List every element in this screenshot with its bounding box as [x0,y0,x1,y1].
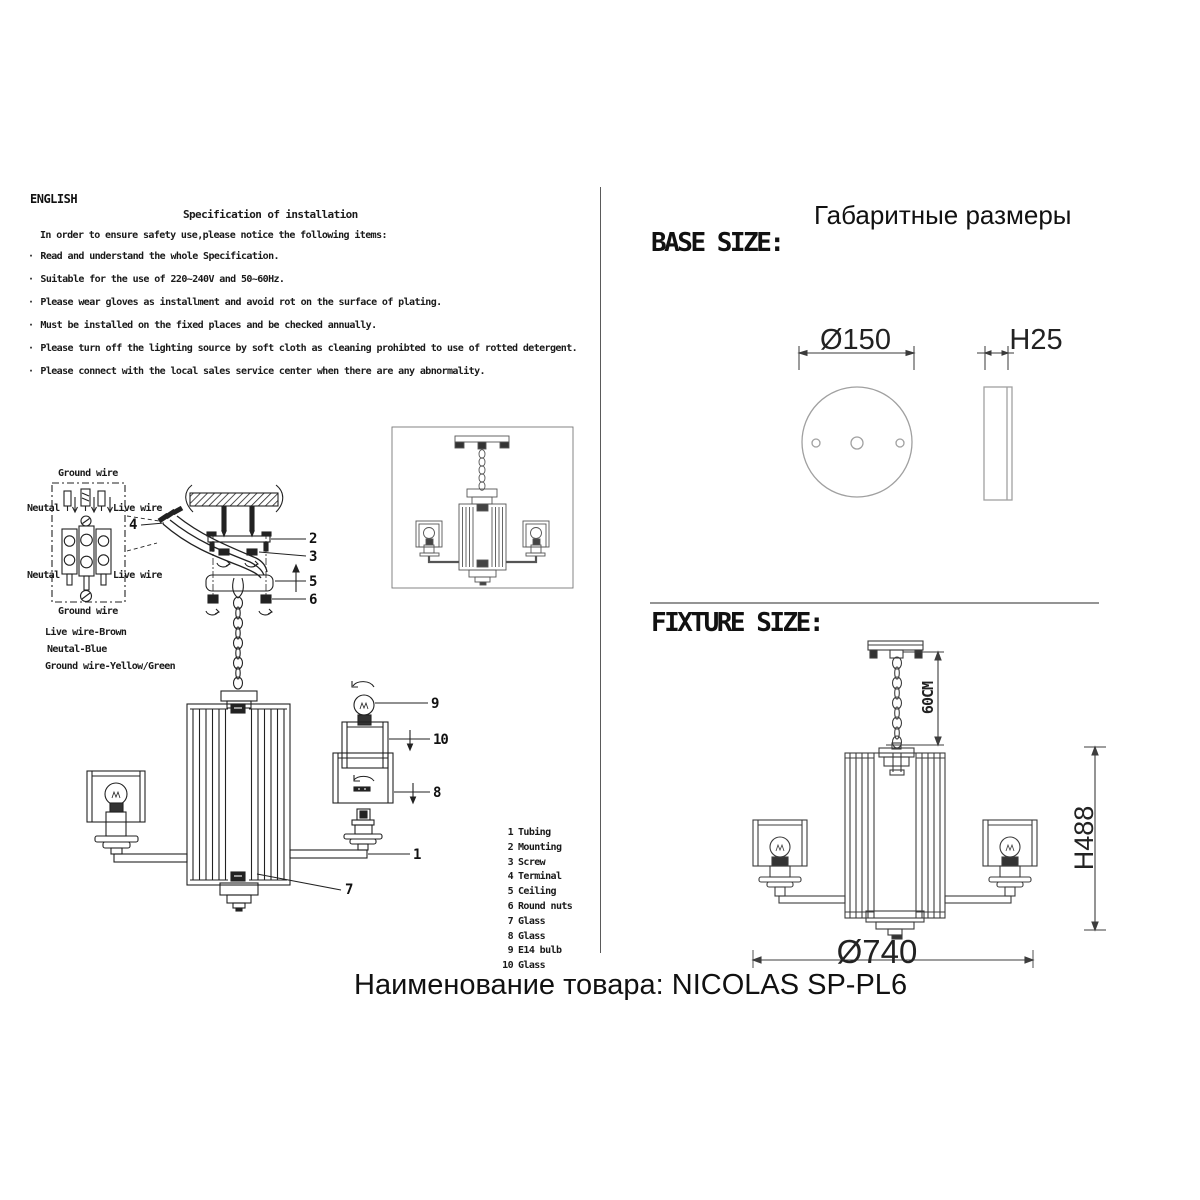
live-wire-top-label: Live wire [113,503,162,514]
parts-list-item: 4 Terminal [507,871,562,883]
neutral-bottom-label: Neutal [27,570,60,581]
hook-loop-drawing [233,578,244,598]
parts-list-item: 5 Ceiling [507,886,556,898]
spec-bullet-4: · Must be installed on the fixed places and be checked annually. [28,320,377,331]
fixture-height-dim: H488 [1069,805,1099,871]
callout-1: 1 [413,847,421,863]
base-top-view-drawing [799,346,1014,500]
ceiling-drawing [186,485,283,512]
legend-live-wire: Live wire-Brown [45,627,127,638]
spec-bullet-6: · Please connect with the local sales service center when there are any abnormality. [28,366,485,377]
callout-5: 5 [309,574,317,590]
live-wire-bottom-label: Live wire [113,570,162,581]
exploded-lamp-parts-drawing [290,681,393,858]
parts-list [500,826,572,974]
fixture-diameter-dim: Ø740 [836,933,918,970]
parts-list-item: 7 Glass [507,915,546,927]
spec-intro: In order to ensure safety use,please notice the following items: [40,230,387,241]
callout-9: 9 [431,696,439,712]
spec-bullet-1: · Read and understand the whole Specification. [28,251,279,262]
callout-10: 10 [433,732,448,748]
legend-neutral: Neutal-Blue [47,644,107,655]
parts-list-item: 1 Tubing [507,827,551,838]
fixture-size-label: FIXTURE SIZE: [651,608,822,638]
parts-list-item: 9 E14 bulb [507,945,562,957]
canopy-drawing [206,575,273,591]
callout-2: 2 [309,531,317,547]
parts-list-item: 2 Mounting [507,841,562,853]
chain-length-dim: 60CM [919,681,937,715]
callout-7: 7 [345,882,353,898]
bullet-dot: · [28,343,34,354]
spec-bullet-2: · Suitable for the use of 220~240V and 50~60Hz. [28,274,285,285]
dimensions-title-ru: Габаритные размеры [814,200,1072,230]
parts-list-item: 3 Screw [507,856,546,868]
bullet-dot: · [28,274,34,285]
bullet-dot: · [28,297,34,308]
callout-3: 3 [309,549,317,565]
bullet-dot: · [28,251,34,262]
product-name-caption: Наименование товара: NICOLAS SP-PL6 [354,969,908,1001]
callout-8: 8 [433,785,441,801]
terminal-block-drawing [52,483,125,602]
parts-list-item: 10 Glass [502,960,546,972]
base-diameter-dim: Ø150 [820,324,891,356]
callout-4: 4 [129,517,137,533]
spec-bullet-5: · Please turn off the lighting source by soft cloth as cleaning prohibted to use of rotted detergent. [28,343,578,354]
ground-wire-bottom-label: Ground wire [58,606,118,617]
ground-wire-top-label: Ground wire [58,468,118,479]
bullet-dot: · [28,320,34,331]
spec-bullet-3: · Please wear gloves as installment and avoid rot on the surface of plating. [28,297,442,308]
legend-ground-wire: Ground wire-Yellow/Green [45,661,176,672]
central-glass-column-drawing [187,691,290,911]
bullet-dot: · [28,366,34,377]
parts-list-item: 6 Round nuts [507,900,573,912]
parts-list-item: 8 Glass [507,930,546,942]
dimension-drawings [600,300,1200,980]
language-heading: ENGLISH [30,192,78,206]
callout-6: 6 [309,592,317,608]
neutral-top-label: Neutal [27,503,60,514]
assembled-fixture-inset [392,427,573,588]
left-lamp-drawing [87,771,187,862]
chain-drawing [234,597,243,689]
base-height-dim: H25 [1009,324,1063,356]
spec-title: Specification of installation [183,208,358,221]
base-size-label: BASE SIZE: [651,228,783,258]
